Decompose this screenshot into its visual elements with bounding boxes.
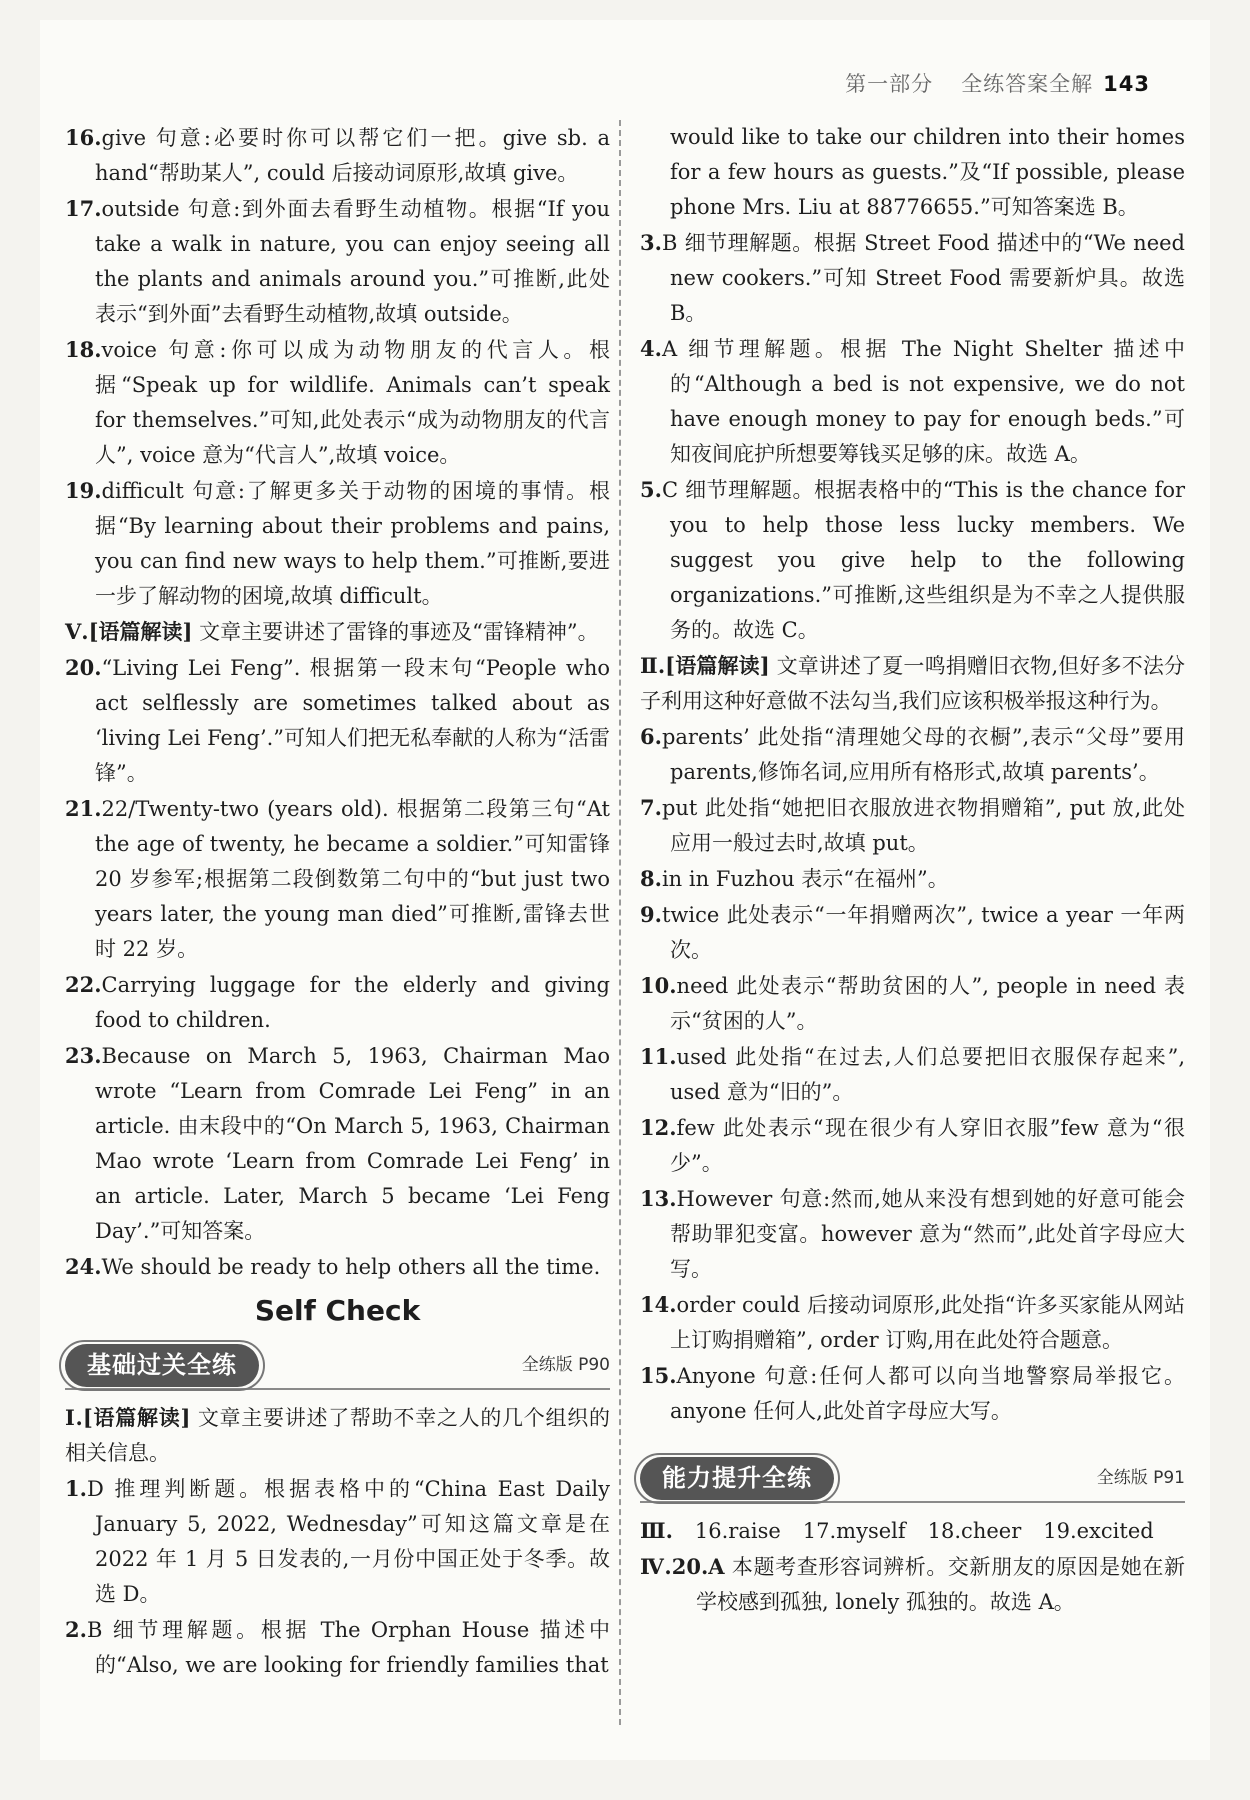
item-number: 17.: [65, 196, 102, 221]
left-items-b: [65, 650, 610, 1285]
item-answer: in: [661, 867, 683, 891]
item-number: 4.: [640, 336, 662, 361]
section-5-text: 文章主要讲述了雷锋的事迹及“雷锋精神”。: [192, 620, 599, 644]
item-answer: few: [676, 1116, 715, 1140]
header-section: 第一部分: [845, 72, 934, 96]
item-answer: twice: [661, 903, 720, 927]
item-explanation: 此处指“清理她父母的衣橱”,表示“父母”要用 parents,修饰名词,应用所有格形式,故填 parents’。: [670, 725, 1185, 784]
section-4-label: Ⅳ.: [640, 1554, 672, 1579]
answer-item: [640, 861, 1185, 897]
item-number: 12.: [640, 1115, 677, 1140]
item-answer: outside: [101, 197, 180, 221]
item-explanation: in Fuzhou 表示“在福州”。: [682, 867, 949, 891]
item-explanation: 句意:然而,她从来没有想到她的好意可能会帮助罪犯变富。however 意为“然而”,此处首字母应大写。: [670, 1187, 1185, 1281]
page-header: [845, 68, 1150, 98]
item-explanation: 由末段中的“On March 5, 1963, Chairman Mao wrote ‘Learn from Comrade Lei Feng’ in an article. Later, March 5 became ‘Lei Feng Day’.”可知答案。: [95, 1114, 610, 1243]
item-answer: Anyone: [676, 1364, 756, 1388]
answer-item: [65, 191, 610, 332]
item-number: 24.: [65, 1254, 102, 1279]
item-number: 20.: [65, 655, 102, 680]
answer-item: [640, 472, 1185, 648]
item-explanation: 此处表示“帮助贫困的人”, people in need 表示“贫困的人”。: [670, 974, 1185, 1033]
item-number: 18.: [65, 337, 102, 362]
answer-16: 16.raise: [694, 1519, 781, 1543]
item-explanation: 此处指“在过去,人们总要把旧衣服保存起来”, used 意为“旧的”。: [670, 1045, 1185, 1104]
section-2-intro: [640, 648, 1185, 719]
item-explanation: 细节理解题。根据表格中的“This is the chance for you to help those less lucky members. We suggest you give help to the following organizations.”可推断,这些组织是为不幸之人提供服务的。故选 C。: [670, 478, 1185, 642]
item-explanation: 句意:任何人都可以向当地警察局举报它。anyone 任何人,此处首字母应大写。: [670, 1364, 1185, 1423]
item-explanation: 句意:了解更多关于动物的困境的事情。根据“By learning about their problems and pains, you can find new ways to help them.”可推断,要进一步了解动物的困境,故填 difficult。: [95, 479, 610, 608]
right-column: [640, 120, 1185, 1620]
answer-item: [640, 897, 1185, 968]
section-5-intro: [65, 614, 610, 650]
answer-item: [65, 332, 610, 473]
advanced-practice-banner: [640, 1455, 1185, 1503]
answer-18: 18.cheer: [927, 1519, 1022, 1543]
item-answer: C: [661, 478, 679, 502]
item-answer: voice: [101, 338, 157, 362]
section-1-label: Ⅰ.[语篇解读]: [65, 1405, 191, 1430]
item-explanation: 句意:到外面去看野生动植物。根据“If you take a walk in nature, you can enjoy seeing all the plants and animals around you.”可推断,此处表示“到外面”去看野生动植物,故填 outside。: [95, 197, 610, 326]
page-number: 143: [1103, 72, 1150, 96]
item-number: 13.: [640, 1186, 677, 1211]
answer-item: [640, 968, 1185, 1039]
answer-item: [640, 1358, 1185, 1429]
answer-item-20: [640, 1549, 1185, 1620]
section-2-text: 文章讲述了夏一鸣捐赠旧衣物,但好多不法分子利用这种好意做不法勾当,我们应该积极举报这种行为。: [640, 654, 1185, 713]
item-number: 21.: [65, 796, 102, 821]
item-explanation: 细节理解题。根据 The Night Shelter 描述中的“Although a bed is not expensive, we do not have enough money to pay for enough beds.”可知夜间庇护所想要筹钱买足够的床。故选 A。: [670, 337, 1185, 466]
section-2-label: Ⅱ.[语篇解读]: [640, 653, 770, 678]
item-number: 20.: [671, 1554, 709, 1579]
item-explanation: 句意:必要时你可以帮它们一把。give sb. a hand“帮助某人”, could 后接动词原形,故填 give。: [95, 126, 610, 185]
section-1-text: 文章主要讲述了帮助不幸之人的几个组织的相关信息。: [65, 1406, 610, 1465]
item-explanation: 本题考查形容词辨析。交新朋友的原因是她在新学校感到孤独, lonely 孤独的。故选 A。: [696, 1555, 1185, 1614]
item-number: 22.: [65, 972, 102, 997]
answer-17: 17.myself: [802, 1519, 906, 1543]
item-answer: used: [676, 1045, 727, 1069]
item-answer: order: [676, 1293, 736, 1317]
basic-practice-banner: [65, 1342, 610, 1390]
item-answer: Carrying luggage for the elderly and giving food to children.: [95, 973, 610, 1032]
item-explanation: 此处表示“现在很少有人穿旧衣服”few 意为“很少”。: [670, 1116, 1185, 1175]
section-3-label: Ⅲ.: [640, 1518, 673, 1543]
item-number: 9.: [640, 902, 662, 927]
item-number: 19.: [65, 478, 102, 503]
answer-item: [65, 473, 610, 614]
item-answer: Because on March 5, 1963, Chairman Mao wrote “Learn from Comrade Lei Feng” in an article.: [95, 1044, 610, 1138]
item-answer: put: [661, 796, 698, 820]
answer-item: [640, 1181, 1185, 1287]
item-answer: A: [661, 337, 678, 361]
self-check-title: Self Check: [254, 1294, 421, 1327]
answer-item: [65, 650, 610, 791]
item-number: 15.: [640, 1363, 677, 1388]
answer-item: [640, 331, 1185, 472]
answer-item: [65, 1471, 610, 1612]
item-explanation: 推理判断题。根据表格中的“China East Daily January 5, 2022, Wednesday”可知这篇文章是在 2022 年 1 月 5 日发表的,一月份中国正处于冬季。故选 D。: [95, 1477, 610, 1606]
item-answer: B: [86, 1618, 103, 1642]
section-5-label: Ⅴ.[语篇解读]: [65, 619, 193, 644]
answer-item: [65, 1612, 610, 1683]
item-number: 10.: [640, 973, 677, 998]
item-answer: “Living Lei Feng”.: [101, 656, 301, 680]
item-number: 1.: [65, 1476, 87, 1501]
answer-item: [640, 719, 1185, 790]
answer-item: [640, 1039, 1185, 1110]
item-explanation: 句意:你可以成为动物朋友的代言人。根据“Speak up for wildlife. Animals can’t speak for themselves.”可知,此处表示“成为动物朋友的代言人”, voice 意为“代言人”,故填 voice。: [95, 338, 610, 467]
item-explanation: 细节理解题。根据 Street Food 描述中的“We need new cookers.”可知 Street Food 需要新炉具。故选 B。: [670, 231, 1185, 325]
item-answer: However: [676, 1187, 773, 1211]
right-items-a: [640, 225, 1185, 648]
basic-practice-label: 基础过关全练: [65, 1344, 259, 1387]
item-answer: B: [661, 231, 678, 255]
item-answer: difficult: [101, 479, 184, 503]
item-explanation: 此处表示“一年捐赠两次”, twice a year 一年两次。: [670, 903, 1185, 962]
item-number: 23.: [65, 1043, 102, 1068]
answer-item: [640, 1287, 1185, 1358]
left-items-c: [65, 1471, 610, 1683]
right-items-b: [640, 719, 1185, 1429]
item-answer: parents’: [661, 725, 750, 749]
answer-item: [65, 120, 610, 191]
item-number: 5.: [640, 477, 662, 502]
item-number: 7.: [640, 795, 662, 820]
item-number: 3.: [640, 230, 662, 255]
answer-item: [640, 1110, 1185, 1181]
item-number: 14.: [640, 1292, 677, 1317]
basic-practice-edition: 全练版 P90: [521, 1354, 610, 1375]
item-number: 2.: [65, 1617, 87, 1642]
item-explanation: 细节理解题。根据 The Orphan House 描述中的“Also, we are looking for friendly families that: [95, 1618, 610, 1677]
left-column: [65, 120, 610, 1683]
item-number: 6.: [640, 724, 662, 749]
item-answer: need: [676, 974, 729, 998]
item-explanation: 根据第一段末句“People who act selflessly are sometimes talked about as ‘living Lei Feng’.”可知人们把无私奉献的人称为“活雷锋”。: [95, 656, 610, 785]
continued-text: would like to take our children into their homes for a few hours as guests.”及“If possible, please phone Mrs. Liu at 88776655.”可知答案选 B。: [670, 125, 1185, 219]
answer-19: 19.excited: [1043, 1519, 1154, 1543]
section-3-answers: [640, 1513, 1185, 1549]
item-number: 8.: [640, 866, 662, 891]
column-divider: [619, 120, 621, 1725]
item-answer: We should be ready to help others all the time.: [101, 1255, 601, 1279]
item-explanation: could 后接动词原形,此处指“许多买家能从网站上订购捐赠箱”, order 订购,用在此处符合题意。: [670, 1293, 1185, 1352]
page: [40, 20, 1210, 1760]
item-answer: give: [101, 126, 146, 150]
answer-item: [640, 225, 1185, 331]
item-number: 11.: [640, 1044, 677, 1069]
answer-item: [640, 790, 1185, 861]
section-1-intro: [65, 1400, 610, 1471]
answer-item: [65, 791, 610, 967]
item-answer: A: [708, 1554, 725, 1579]
advanced-practice-edition: 全练版 P91: [1096, 1467, 1185, 1488]
item-number: 16.: [65, 125, 102, 150]
advanced-practice-label: 能力提升全练: [640, 1457, 834, 1500]
answer-item: [65, 967, 610, 1038]
answer-item: [65, 1249, 610, 1285]
header-title: 全练答案全解: [961, 72, 1094, 96]
answer-item: [65, 1038, 610, 1249]
item-explanation: 此处指“她把旧衣服放进衣物捐赠箱”, put 放,此处应用一般过去时,故填 put。: [670, 796, 1185, 855]
item-answer: 22/Twenty-two (years old).: [101, 797, 389, 821]
left-items-a: [65, 120, 610, 614]
item-answer: D: [86, 1477, 104, 1501]
item-explanation: 根据第二段第三句“At the age of twenty, he became a soldier.”可知雷锋 20 岁参军;根据第二段倒数第二句中的“but just two years later, the young man died”可推断,雷锋去世时 22 岁。: [95, 797, 610, 961]
